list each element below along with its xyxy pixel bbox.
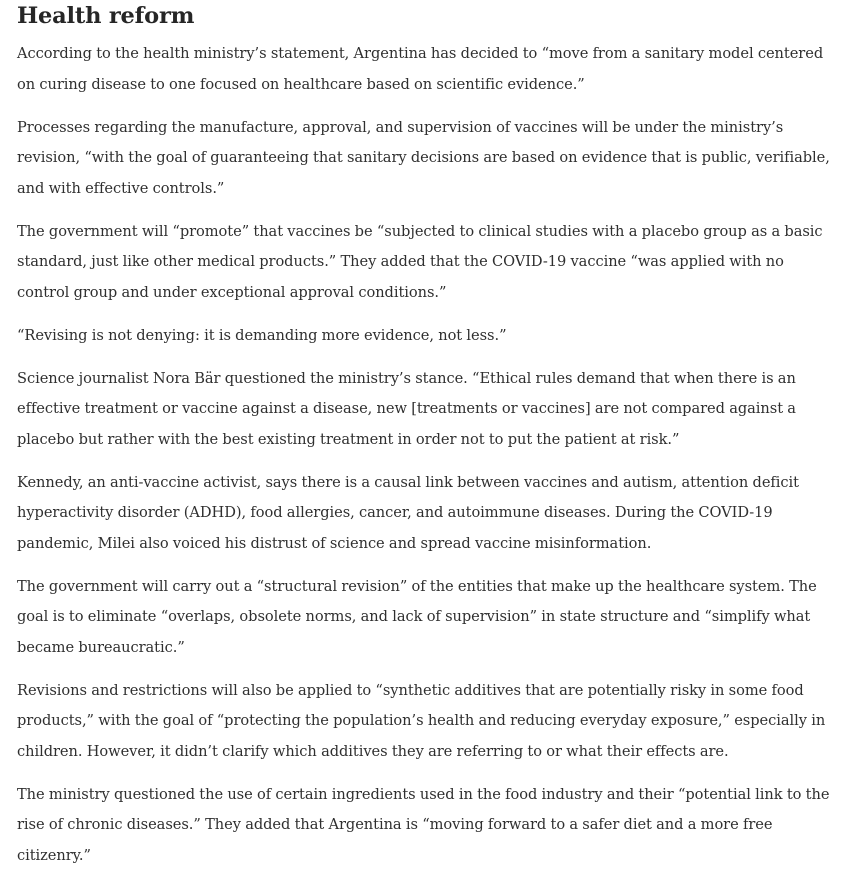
- paragraph-kennedy: Kennedy, an anti-vaccine activist, says there is a causal link between vaccines and autism, attention deficit hyperactivity disorder (ADHD), food allergies, cancer, and autoimmune diseases. During the COVID-19 pandemic, Milei also voiced his distrust of science and spread vaccine misinformation.: [17, 468, 839, 560]
- paragraph-food-industry: The ministry questioned the use of certain ingredients used in the food industry and their “potential link to the rise of chronic diseases.” They added that Argentina is “moving forward to a safer diet and a more free citizenry.”: [17, 780, 839, 871]
- paragraph-vaccine-processes: Processes regarding the manufacture, approval, and supervision of vaccines will be under the ministry’s revision, “with the goal of guaranteeing that sanitary decisions are based on evidence that is public, verifiable, and with effective controls.”: [17, 113, 839, 205]
- paragraph-placebo-studies: The government will “promote” that vaccines be “subjected to clinical studies with a placebo group as a basic standard, just like other medical products.” They added that the COVID-19 vaccine “was applied with no control group and under exceptional approval conditions.”: [17, 217, 839, 309]
- paragraph-health-ministry-statement: According to the health ministry’s statement, Argentina has decided to “move from a sanitary model centered on curing disease to one focused on healthcare based on scientific evidence.”: [17, 39, 839, 100]
- paragraph-structural-revision: The government will carry out a “structural revision” of the entities that make up the healthcare system. The goal is to eliminate “overlaps, obsolete norms, and lack of supervision” in state structure and “simplify what became bureaucratic.”: [17, 572, 839, 664]
- paragraph-revising-quote: “Revising is not denying: it is demanding more evidence, not less.”: [17, 321, 839, 352]
- paragraph-nora-bar: Science journalist Nora Bär questioned the ministry’s stance. “Ethical rules demand that when there is an effective treatment or vaccine against a disease, new [treatments or vaccines] are not compared against a placebo but rather with the best existing treatment in order not to put the patient at risk.”: [17, 364, 839, 456]
- paragraph-synthetic-additives: Revisions and restrictions will also be applied to “synthetic additives that are potentially risky in some food products,” with the goal of “protecting the population’s health and reducing everyday exposure,” especially in children. However, it didn’t clarify which additives they are referring to or what their effects are.: [17, 676, 839, 768]
- article-body: [0, 1, 839, 871]
- section-heading: Health reform: [17, 1, 839, 31]
